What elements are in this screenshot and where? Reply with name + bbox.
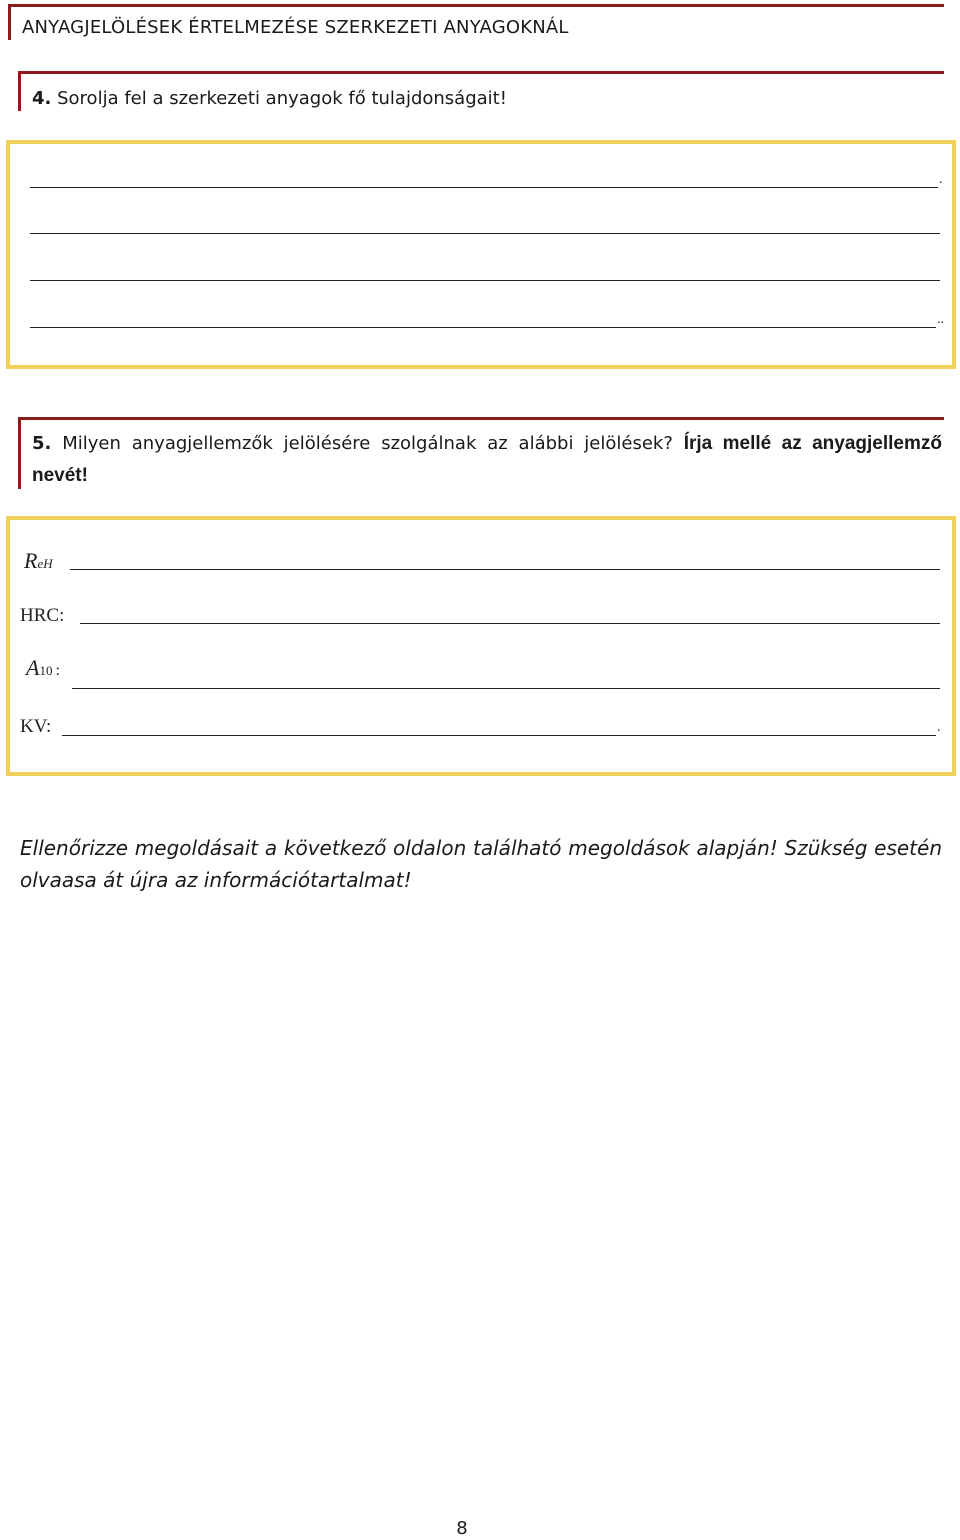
reh-answer-line[interactable] — [70, 569, 940, 570]
page-header — [8, 4, 944, 40]
answer4-line-2[interactable] — [30, 233, 940, 234]
hrc-label: HRC: — [20, 605, 65, 626]
instruction-note: Ellenőrizze megoldásait a következő oldalon található megoldások alapján! Szükség esetén olvaasa át újra az információtartalmat! — [20, 836, 942, 892]
header-left-rule — [8, 4, 11, 40]
question5 — [32, 428, 942, 492]
answer4-line-4[interactable] — [30, 327, 936, 328]
answer4-box — [6, 140, 956, 369]
answer5-box — [6, 516, 956, 776]
kv-answer-line[interactable] — [62, 735, 936, 736]
a10-answer-line[interactable] — [72, 688, 940, 689]
header-top-rule — [8, 4, 944, 7]
answer4-line-1-end: . — [939, 172, 943, 187]
header-title: ANYAGJELÖLÉSEK ÉRTELMEZÉSE SZERKEZETI ANYAGOKNÁL — [22, 17, 569, 38]
reh-subscript: eH — [37, 556, 53, 571]
answer4-line-3[interactable] — [30, 280, 940, 281]
question4-number: 4. — [32, 88, 52, 109]
reh-symbol: R — [24, 548, 38, 573]
reh-label — [24, 548, 53, 574]
question4 — [32, 88, 507, 109]
a10-colon: : — [55, 662, 60, 679]
question4-top-rule — [18, 71, 944, 74]
question5-left-rule — [18, 417, 21, 489]
page-number: 8 — [456, 1518, 468, 1539]
kv-label: KV: — [20, 716, 52, 737]
question4-left-rule — [18, 71, 21, 111]
hrc-answer-line[interactable] — [80, 623, 940, 624]
kv-answer-end: . — [937, 720, 941, 735]
answer4-line-1[interactable] — [30, 187, 938, 188]
question5-instruction: Írja mellé az anyagjellemző nevét! — [32, 433, 942, 486]
a10-label — [26, 655, 60, 681]
a10-subscript: 10 — [39, 663, 53, 678]
a10-symbol: A — [26, 655, 40, 680]
answer4-line-4-end: .. — [937, 312, 944, 327]
question5-top-rule — [18, 417, 944, 420]
question5-number: 5. — [32, 433, 52, 454]
question5-text: Milyen anyagjellemzők jelölésére szolgálnak az alábbi jelölések? — [62, 433, 673, 454]
question4-text: Sorolja fel a szerkezeti anyagok fő tulajdonságait! — [57, 88, 507, 109]
